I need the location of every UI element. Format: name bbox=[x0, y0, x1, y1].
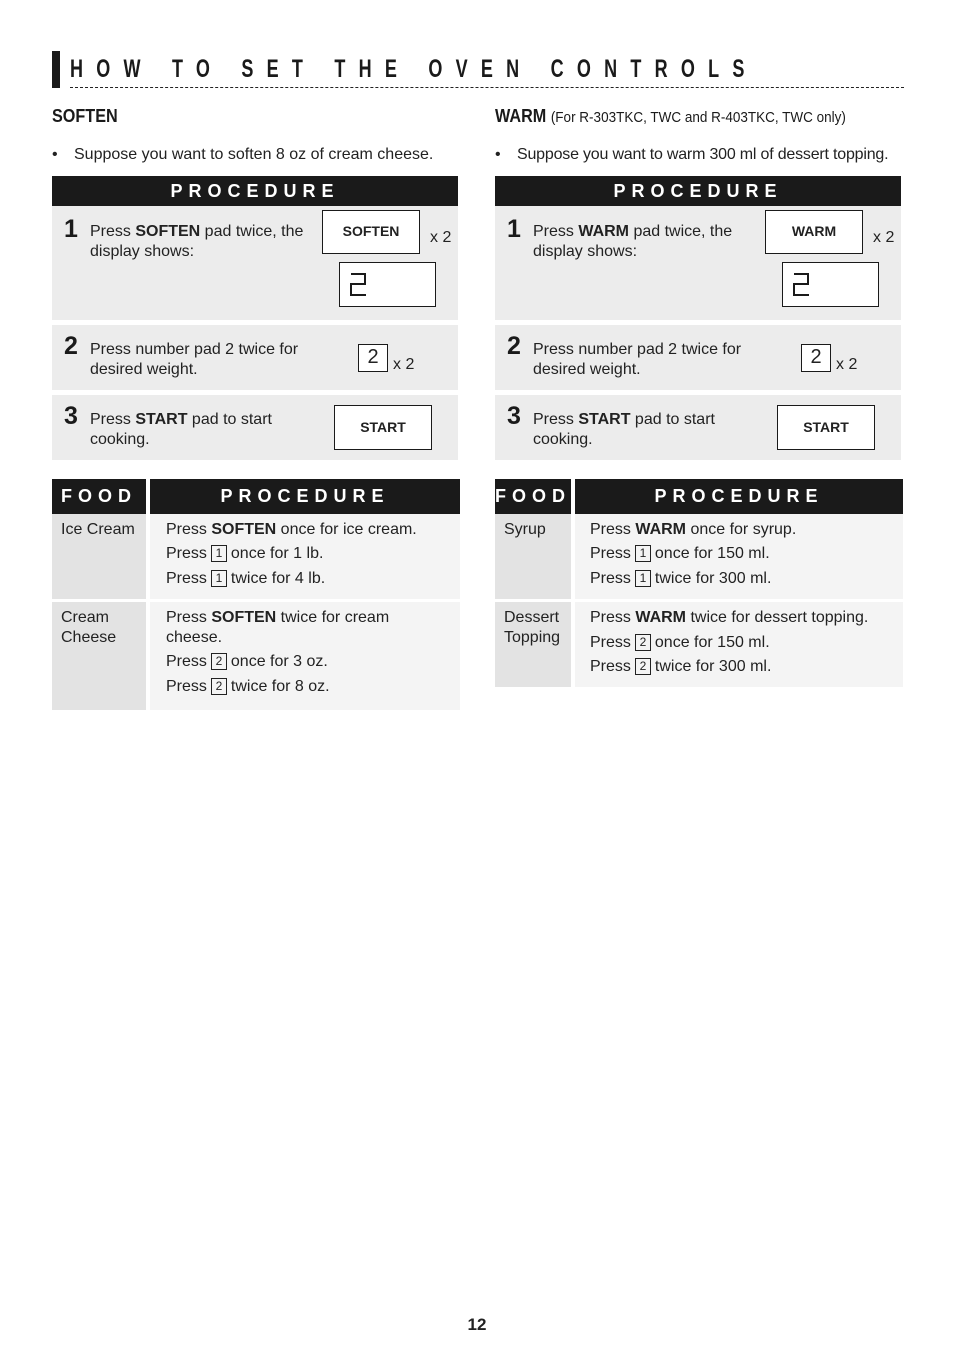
food-name: Ice Cream bbox=[61, 521, 135, 538]
procedure-line: Press 1 twice for 300 ml. bbox=[590, 570, 772, 587]
step-3 bbox=[52, 395, 458, 460]
times-label: x 2 bbox=[393, 356, 415, 373]
procedure-line: Press WARM once for syrup. bbox=[590, 521, 797, 538]
number-key-icon: 1 bbox=[635, 570, 651, 587]
bullet-item bbox=[52, 146, 433, 164]
step-3 bbox=[495, 395, 901, 460]
step-text bbox=[533, 222, 758, 262]
digital-display bbox=[339, 262, 436, 307]
page-title: HOW TO SET THE OVEN CONTROLS bbox=[70, 55, 758, 83]
start-pad-button[interactable]: START bbox=[334, 405, 432, 450]
bullet-text: Suppose you want to warm 300 ml of dessert topping. bbox=[517, 146, 889, 163]
procedure-line: Press WARM twice for dessert topping. bbox=[590, 609, 869, 626]
procedure-column-header: PROCEDURE bbox=[150, 479, 460, 514]
step-1 bbox=[52, 206, 458, 320]
table-row-procedure bbox=[150, 514, 460, 599]
step-text-bold: START bbox=[578, 411, 631, 428]
number-key-icon: 2 bbox=[211, 678, 227, 695]
procedure-line: Press 1 twice for 4 lb. bbox=[166, 570, 326, 587]
step-text: Press number pad 2 twice for desired weight. bbox=[533, 341, 742, 378]
step-text bbox=[90, 410, 300, 450]
bullet-text: Suppose you want to soften 8 oz of cream cheese. bbox=[74, 146, 434, 163]
number-key-icon: 2 bbox=[635, 658, 651, 675]
procedure-column-header: PROCEDURE bbox=[575, 479, 903, 514]
section-subtitle: (For R-303TKC, TWC and R-403TKC, TWC only) bbox=[550, 109, 846, 126]
procedure-line: Press 2 twice for 300 ml. bbox=[590, 658, 772, 675]
digital-display bbox=[782, 262, 879, 307]
step-text-post: pad twice, the display shows: bbox=[533, 223, 733, 260]
step-number: 2 bbox=[64, 332, 78, 360]
step-text-pre: Press bbox=[90, 411, 136, 428]
table-row bbox=[52, 514, 146, 599]
soften-section bbox=[52, 0, 460, 1363]
step-text bbox=[90, 222, 315, 262]
table-row-procedure bbox=[575, 514, 903, 599]
procedure-line: Press 2 once for 150 ml. bbox=[590, 634, 770, 651]
food-name: Syrup bbox=[504, 521, 546, 538]
table-row bbox=[52, 602, 146, 710]
table-row-procedure bbox=[575, 602, 903, 687]
procedure-line: Press 2 twice for 8 oz. bbox=[166, 678, 330, 695]
procedure-line: Press 1 once for 150 ml. bbox=[590, 545, 770, 562]
bullet-dot: • bbox=[495, 146, 501, 163]
times-label: x 2 bbox=[430, 229, 452, 246]
step-text-post: pad to start cooking. bbox=[90, 411, 272, 448]
warm-pad-button[interactable]: WARM bbox=[765, 210, 863, 254]
number-key-icon: 1 bbox=[211, 570, 227, 587]
procedure-line: Press SOFTEN twice for cream cheese. bbox=[166, 609, 390, 646]
section-title bbox=[52, 106, 118, 127]
food-name: Dessert Topping bbox=[504, 609, 561, 646]
food-column-header: FOOD bbox=[52, 479, 146, 514]
table-row bbox=[495, 602, 571, 687]
procedure-line: Press 2 once for 3 oz. bbox=[166, 653, 328, 670]
step-number: 2 bbox=[507, 332, 521, 360]
soften-pad-button[interactable]: SOFTEN bbox=[322, 210, 420, 254]
step-1 bbox=[495, 206, 901, 320]
table-row bbox=[495, 514, 571, 599]
number-key-icon: 2 bbox=[211, 653, 227, 670]
section-title-text: WARM bbox=[495, 106, 547, 126]
step-number: 1 bbox=[507, 215, 521, 243]
step-text-bold: START bbox=[135, 411, 188, 428]
step-number: 3 bbox=[64, 402, 78, 430]
procedure-line: Press SOFTEN once for ice cream. bbox=[166, 521, 417, 538]
seven-segment-2-icon bbox=[783, 263, 877, 305]
number-pad-2-button[interactable]: 2 bbox=[358, 344, 388, 372]
step-2 bbox=[495, 325, 901, 390]
step-text-pre: Press bbox=[533, 223, 579, 240]
section-title bbox=[495, 106, 846, 127]
step-number: 3 bbox=[507, 402, 521, 430]
procedure-header: PROCEDURE bbox=[495, 176, 901, 206]
procedure-line: Press 1 once for 1 lb. bbox=[166, 545, 324, 562]
times-label: x 2 bbox=[873, 229, 895, 246]
procedure-header: PROCEDURE bbox=[52, 176, 458, 206]
step-text bbox=[533, 410, 743, 450]
step-text-bold: SOFTEN bbox=[135, 223, 201, 240]
number-key-icon: 1 bbox=[635, 545, 651, 562]
bullet-dot: • bbox=[52, 146, 58, 163]
start-pad-button[interactable]: START bbox=[777, 405, 875, 450]
step-number: 1 bbox=[64, 215, 78, 243]
step-text: Press number pad 2 twice for desired weight. bbox=[90, 341, 299, 378]
number-key-icon: 2 bbox=[635, 634, 651, 651]
table-row-procedure bbox=[150, 602, 460, 710]
times-label: x 2 bbox=[836, 356, 858, 373]
step-text-post: pad to start cooking. bbox=[533, 411, 715, 448]
bullet-item bbox=[495, 146, 888, 164]
section-title-text: SOFTEN bbox=[52, 106, 118, 126]
food-column-header: FOOD bbox=[495, 479, 571, 514]
step-text-post: pad twice, the display shows: bbox=[90, 223, 304, 260]
warm-section bbox=[495, 0, 903, 1363]
number-key-icon: 1 bbox=[211, 545, 227, 562]
step-2 bbox=[52, 325, 458, 390]
step-text-bold: WARM bbox=[578, 223, 629, 240]
page-number: 12 bbox=[467, 1315, 487, 1334]
seven-segment-2-icon bbox=[340, 263, 434, 305]
food-name: Cream Cheese bbox=[61, 609, 117, 646]
number-pad-2-button[interactable]: 2 bbox=[801, 344, 831, 372]
step-text-pre: Press bbox=[533, 411, 579, 428]
step-text-pre: Press bbox=[90, 223, 136, 240]
